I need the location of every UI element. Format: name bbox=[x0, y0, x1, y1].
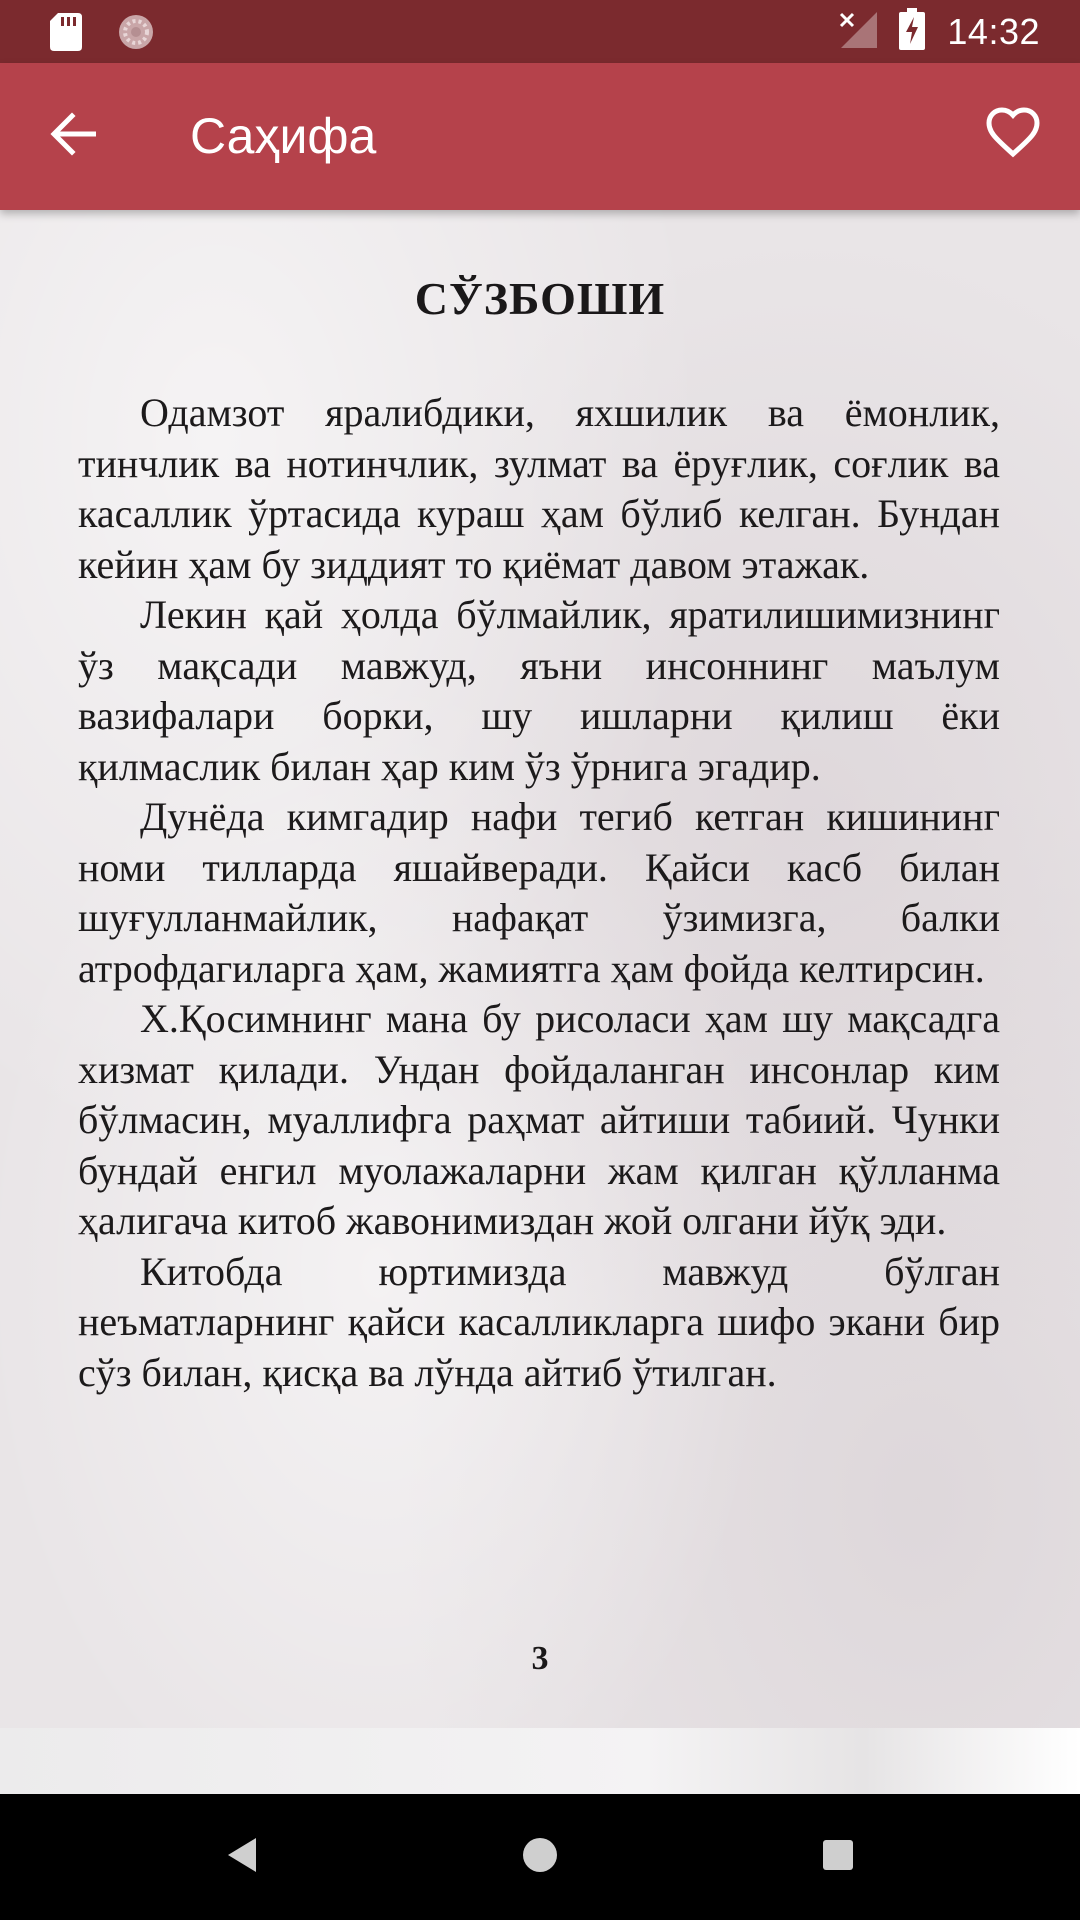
paragraph-5: Китобда юртимизда мавжуд бўлган неъматларнинг қайси касалликларга шифо экани бир сўз билан, қисқа ва лўнда айтиб ўтилган. bbox=[78, 1248, 1000, 1395]
nav-back-icon bbox=[224, 1836, 258, 1879]
favorite-button[interactable] bbox=[978, 99, 1048, 169]
status-time: 14:32 bbox=[947, 10, 1040, 52]
status-bar bbox=[0, 0, 1080, 63]
nav-home-icon bbox=[521, 1836, 559, 1879]
status-left-icons bbox=[50, 12, 156, 52]
back-button[interactable] bbox=[40, 103, 106, 169]
arrow-back-icon bbox=[50, 111, 96, 162]
page-number: 3 bbox=[531, 1640, 549, 1677]
chapter-heading: СЎЗБОШИ bbox=[414, 273, 666, 324]
paragraph-3: Дунёда кимгадир нафи тегиб кетган кишининг номи тилларда яшайверади. Қайси касб билан шуғулланмайлик, нафақат ўзимизга, балки атрофдагиларга ҳам, жамиятга ҳам фойда келтирсин. bbox=[78, 794, 1000, 991]
nav-recents-button[interactable] bbox=[803, 1822, 873, 1892]
loading-icon bbox=[116, 12, 156, 52]
navigation-bar bbox=[0, 1794, 1080, 1920]
nav-back-button[interactable] bbox=[206, 1822, 276, 1892]
paragraph-4: Х.Қосимнинг мана бу рисоласи ҳам шу мақсадга хизмат қилади. Ундан фойдаланган инсонлар ким бўлмасин, муаллифга раҳмат айтиши табиий. Чунки бундай енгил муолажаларни жам қилган қўлланма ҳалигача китоб жавонимиздан жой олгани йўқ эди. bbox=[78, 996, 1000, 1243]
sd-card-icon bbox=[50, 13, 82, 51]
heart-outline-icon bbox=[985, 106, 1041, 163]
page-text bbox=[78, 388, 1000, 1398]
status-right-icons bbox=[839, 8, 1040, 55]
nav-home-button[interactable] bbox=[505, 1822, 575, 1892]
page-bottom-strip bbox=[0, 1728, 1080, 1794]
no-signal-icon bbox=[839, 10, 877, 53]
nav-recents-icon bbox=[821, 1838, 855, 1877]
battery-charging-icon bbox=[899, 8, 925, 55]
paragraph-1: Одамзот яралибдики, яхшилик ва ёмонлик, тинчлик ва нотинчлик, зулмат ва ёруғлик, соғлик ва касаллик ўртасида кураш ҳам бўлиб келган. Бундан кейин ҳам бу зиддият то қиёмат давом этажак. bbox=[78, 390, 1000, 587]
paragraph-2: Лекин қай ҳолда бўлмайлик, яратилишимизнинг ўз мақсади мавжуд, яъни инсоннинг маълум вазифалари борки, шу ишларни қилиш ёки қилмаслик билан ҳар ким ўз ўрнига эгадир. bbox=[78, 592, 1000, 789]
page-title: Саҳифа bbox=[190, 108, 377, 164]
app-bar bbox=[0, 63, 1080, 210]
